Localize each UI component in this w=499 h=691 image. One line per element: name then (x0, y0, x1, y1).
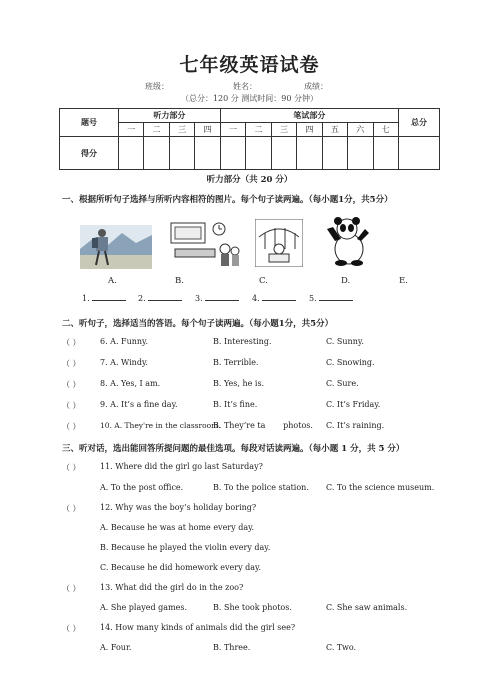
col-cell: 二 (246, 123, 271, 137)
question-8-a: 8. A. Yes, I am. (100, 379, 161, 388)
picture-label-c: C. (259, 276, 268, 286)
section2-heading: 二、听句子，选择适当的答语。每个句子读两遍。（每小题1分，共5分） (62, 319, 334, 329)
question-14-a: A. Four. (100, 643, 132, 652)
answer-paren[interactable]: （ ） (62, 504, 81, 513)
score-entry[interactable] (271, 137, 296, 170)
hiker-picture (80, 219, 152, 269)
exam-note: （总分：120 分 测试时间：90 分钟） (180, 94, 319, 103)
answer-blank-5[interactable] (309, 294, 353, 303)
score-label: 成绩： (304, 82, 328, 91)
question-12-stem: 12. Why was the boy’s holiday boring? (100, 503, 257, 512)
answer-number: 3. (195, 294, 203, 303)
class-label: 班级： (145, 82, 169, 91)
question-6-b: B. Interesting. (213, 337, 272, 346)
question-10-c: C. It’s raining. (326, 421, 385, 430)
question-6-a: 6. A. Funny. (100, 337, 149, 346)
col-cell: 三 (271, 123, 296, 137)
question-11-c: C. To the science museum. (326, 483, 435, 492)
classroom-picture (167, 219, 242, 269)
answer-number: 1. (82, 294, 90, 303)
page-title: 七年级英语试卷 (179, 54, 320, 76)
answer-blank-2[interactable] (138, 294, 182, 303)
score-table (59, 108, 440, 170)
score-entry[interactable] (195, 137, 220, 170)
score-entry[interactable] (322, 137, 347, 170)
question-13-stem: 13. What did the girl do in the zoo? (100, 583, 244, 592)
question-14-c: C. Two. (326, 643, 357, 652)
question-12-c: C. Because he did homework every day. (100, 563, 262, 572)
col-cell: 四 (195, 123, 220, 137)
question-9-a: 9. A. It’s a fine day. (100, 400, 178, 409)
question-7-c: C. Snowing. (326, 358, 375, 367)
answer-number: 4. (252, 294, 260, 303)
listening-section-header: 听力部分（共 20 分） (206, 175, 293, 185)
answer-paren[interactable]: （ ） (62, 422, 81, 431)
question-9-b: B. It’s fine. (213, 400, 258, 409)
score-entry[interactable] (297, 137, 322, 170)
section1-heading: 一、根据所听句子选择与所听内容相符的图片。每个句子读两遍。（每小题1分，共5分） (62, 195, 393, 205)
question-10-a: 10. A. They're in the classroom. (100, 421, 221, 430)
col-cell: 四 (297, 123, 322, 137)
col-cell: 一 (119, 123, 144, 137)
name-label: 姓名： (233, 82, 257, 91)
answer-blank-4[interactable] (252, 294, 296, 303)
question-11-a: A. To the post office. (100, 483, 184, 492)
total-cell: 总分 (399, 109, 440, 137)
tihao-cell: 题号 (60, 109, 119, 137)
question-10-b: B. They’re ta photos. (213, 421, 313, 430)
score-entry[interactable] (220, 137, 245, 170)
score-entry[interactable] (169, 137, 194, 170)
question-11-stem: 11. Where did the girl go last Saturday? (100, 462, 263, 471)
answer-paren[interactable]: （ ） (62, 584, 81, 593)
defen-cell: 得分 (60, 137, 119, 170)
score-entry[interactable] (399, 137, 440, 170)
picture-label-d: D. (341, 276, 351, 286)
question-9-c: C. It’s Friday. (326, 400, 381, 409)
answer-paren[interactable]: （ ） (62, 463, 81, 472)
col-cell: 七 (373, 123, 398, 137)
score-entry[interactable] (144, 137, 169, 170)
answer-paren[interactable]: （ ） (62, 401, 81, 410)
question-7-a: 7. A. Windy. (100, 358, 148, 367)
question-11-b: B. To the police station. (213, 483, 309, 492)
score-entry[interactable] (246, 137, 271, 170)
section3-heading: 三、听对话，选出能回答所提问题的最佳选项。每段对话读两遍。（每小题 1 分，共 5 分） (62, 444, 405, 454)
score-entry[interactable] (348, 137, 373, 170)
picture-label-a: A. (108, 276, 117, 286)
question-14-b: B. Three. (213, 643, 251, 652)
answer-line[interactable] (148, 300, 182, 301)
question-12-a: A. Because he was at home every day. (100, 523, 255, 532)
score-entry[interactable] (373, 137, 398, 170)
question-8-c: C. Sure. (326, 379, 359, 388)
picture-label-e: E. (399, 276, 408, 286)
answer-number: 2. (138, 294, 146, 303)
listening-header-cell: 听力部分 (119, 109, 221, 123)
col-cell: 五 (322, 123, 347, 137)
question-6-c: C. Sunny. (326, 337, 364, 346)
reading-picture (255, 219, 303, 267)
question-14-stem: 14. How many kinds of animals did the girl see? (100, 623, 296, 632)
answer-line[interactable] (319, 300, 353, 301)
answer-paren[interactable]: （ ） (62, 338, 81, 347)
answer-line[interactable] (92, 300, 126, 301)
picture-label-b: B. (175, 276, 184, 286)
score-entry[interactable] (119, 137, 144, 170)
col-cell: 六 (348, 123, 373, 137)
col-cell: 三 (169, 123, 194, 137)
panda-picture (325, 215, 371, 267)
answer-line[interactable] (205, 300, 239, 301)
col-cell: 二 (144, 123, 169, 137)
answer-paren[interactable]: （ ） (62, 359, 81, 368)
answer-blank-3[interactable] (195, 294, 239, 303)
answer-blank-1[interactable] (82, 294, 126, 303)
question-7-b: B. Terrible. (213, 358, 259, 367)
answer-number: 5. (309, 294, 317, 303)
question-13-c: C. She saw animals. (326, 603, 408, 612)
answer-paren[interactable]: （ ） (62, 624, 81, 633)
question-8-b: B. Yes, he is. (213, 379, 265, 388)
question-13-b: B. She took photos. (213, 603, 292, 612)
answer-paren[interactable]: （ ） (62, 380, 81, 389)
question-12-b: B. Because he played the violin every day. (100, 543, 271, 552)
answer-line[interactable] (262, 300, 296, 301)
col-cell: 一 (220, 123, 245, 137)
written-header-cell: 笔试部分 (220, 109, 398, 123)
question-13-a: A. She played games. (100, 603, 187, 612)
